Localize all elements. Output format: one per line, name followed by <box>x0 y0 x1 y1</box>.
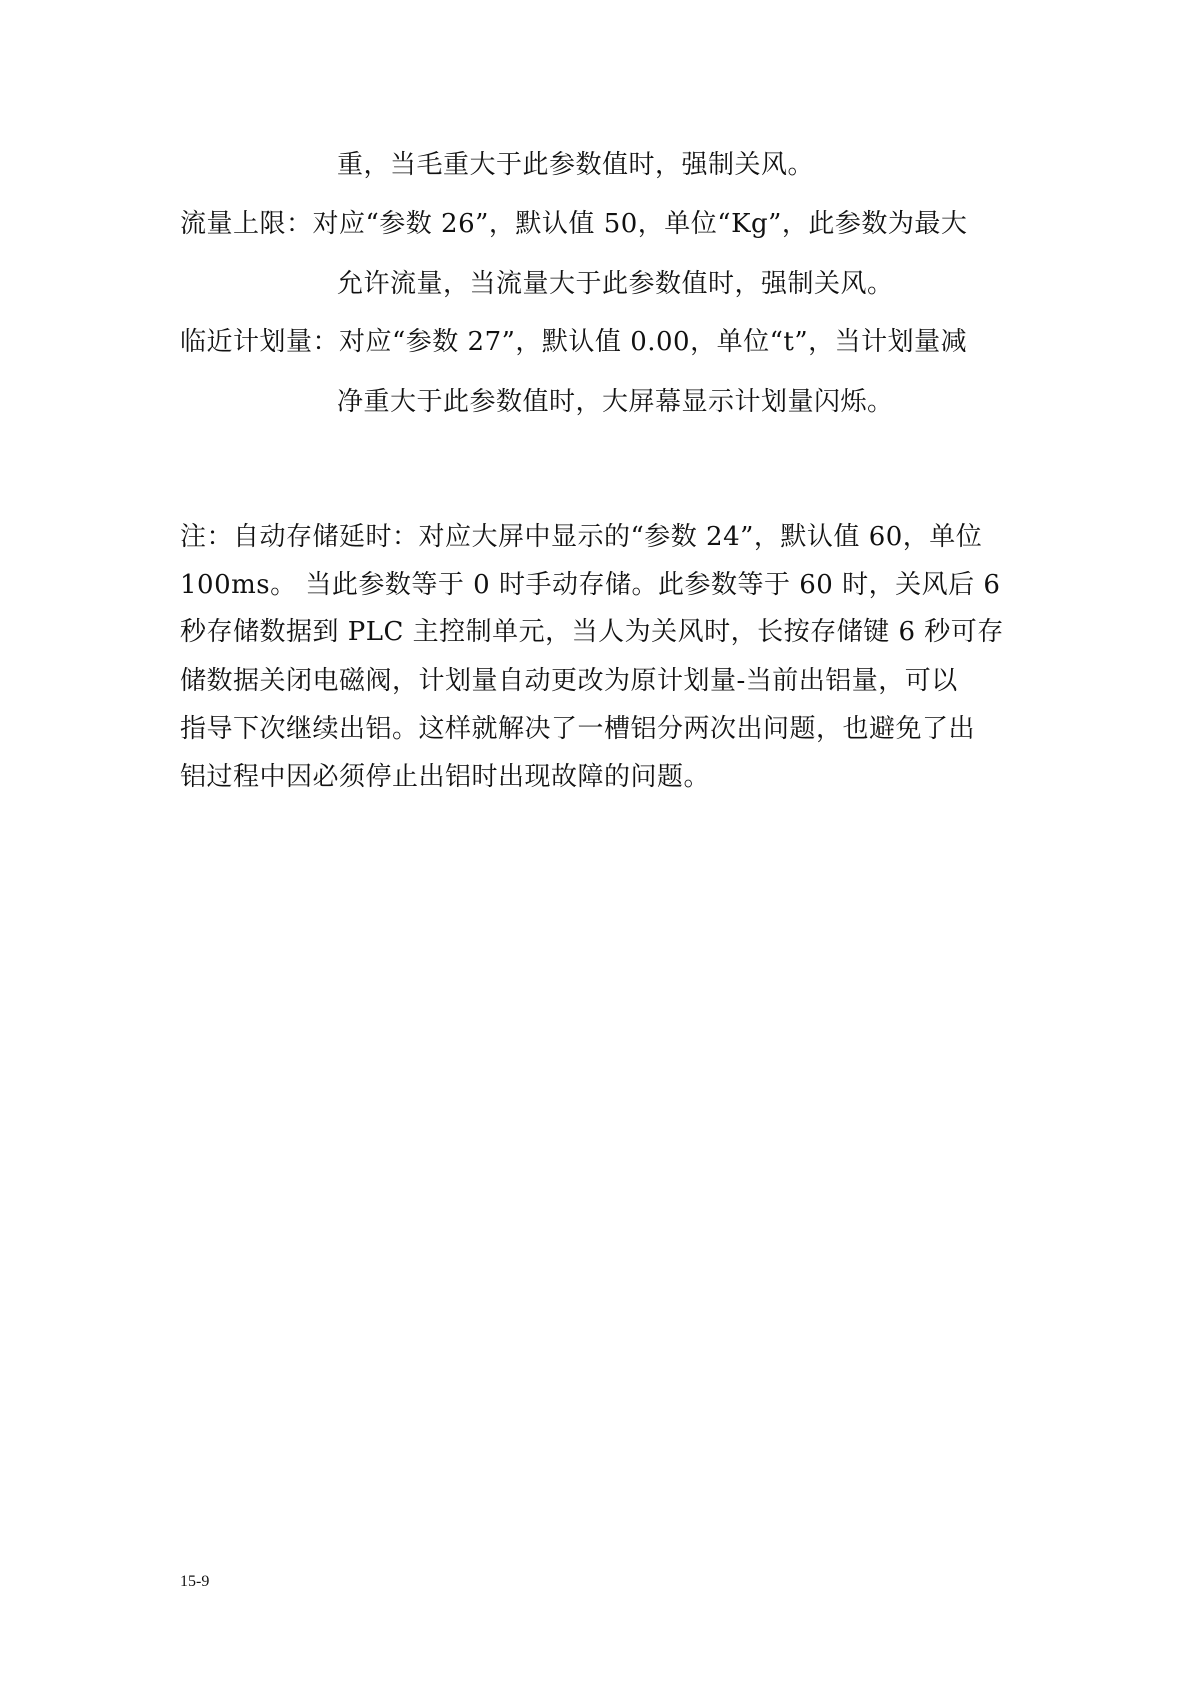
definition-continuation-line: 重，当毛重大于此参数值时，强制关风。 <box>337 150 815 180</box>
definition-near-plan-line-1: 临近计划量：对应“参数 27”，默认值 0.00，单位“t”，当计划量减 <box>180 327 968 357</box>
note-line-6: 铝过程中因必须停止出铝时出现故障的问题。 <box>180 762 711 792</box>
page-number: 15-9 <box>180 1573 210 1590</box>
definition-flow-limit-line-2: 允许流量，当流量大于此参数值时，强制关风。 <box>337 269 894 299</box>
note-line-2: 100ms。 当此参数等于 0 时手动存储。此参数等于 60 时，关风后 6 <box>180 570 1001 600</box>
note-line-5: 指导下次继续出铝。这样就解决了一槽铝分两次出问题，也避免了出 <box>180 714 976 744</box>
note-line-3: 秒存储数据到 PLC 主控制单元，当人为关风时，长按存储键 6 秒可存 <box>180 617 1004 647</box>
note-line-4: 储数据关闭电磁阀，计划量自动更改为原计划量-当前出铝量，可以 <box>180 666 958 696</box>
note-line-1: 注：自动存储延时：对应大屏中显示的“参数 24”，默认值 60，单位 <box>180 522 983 552</box>
definition-flow-limit-line-1: 流量上限：对应“参数 26”，默认值 50，单位“Kg”，此参数为最大 <box>180 209 968 239</box>
definition-near-plan-line-2: 净重大于此参数值时，大屏幕显示计划量闪烁。 <box>337 387 894 417</box>
